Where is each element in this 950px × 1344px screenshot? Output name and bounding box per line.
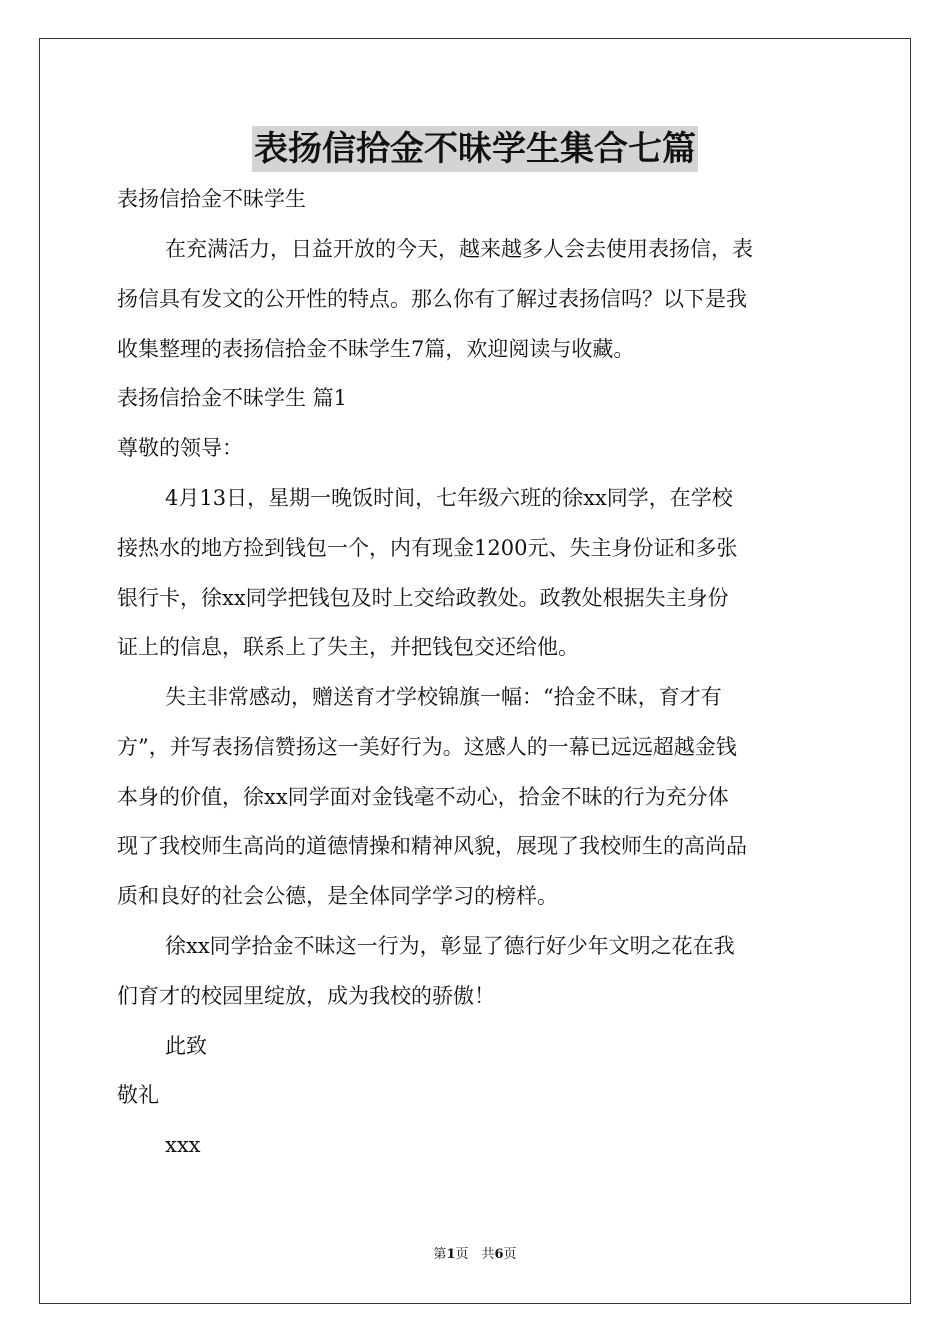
total-pages-number: 6 <box>494 1247 504 1262</box>
paragraph-line: 接热水的地方捡到钱包一个，内有现金1200元、失主身份证和多张 <box>117 536 738 560</box>
paragraph-line: 4月13日，星期一晚饭时间，七年级六班的徐xx同学，在学校 <box>165 486 733 510</box>
footer-prefix: 第 <box>433 1247 447 1262</box>
footer-mid: 页 共 <box>455 1247 495 1262</box>
footer-suffix: 页 <box>503 1247 517 1262</box>
paragraph-line: 扬信具有发文的公开性的特点。那么你有了解过表扬信吗？以下是我 <box>117 287 747 311</box>
paragraph-line: 失主非常感动，赠送育才学校锦旗一幅：“拾金不昧，育才有 <box>165 685 722 709</box>
salutation: 尊敬的领导： <box>117 436 243 460</box>
page-footer <box>0 1246 950 1264</box>
closing-line: 此致 <box>165 1034 207 1058</box>
page-border <box>39 38 911 1304</box>
paragraph-line: 徐xx同学拾金不昧这一行为，彰显了德行好少年文明之花在我 <box>165 934 735 958</box>
paragraph-line: 方”，并写表扬信赞扬这一美好行为。这感人的一幕已远远超越金钱 <box>117 735 737 759</box>
closing-regards: 敬礼 <box>117 1083 159 1107</box>
paragraph-line: 银行卡，徐xx同学把钱包及时上交给政教处。政教处根据失主身份 <box>117 586 729 610</box>
paragraph-line: 在充满活力，日益开放的今天，越来越多人会去使用表扬信，表 <box>165 237 753 261</box>
section-heading: 表扬信拾金不昧学生 篇1 <box>117 386 348 410</box>
paragraph-line: 们育才的校园里绽放，成为我校的骄傲！ <box>117 984 495 1008</box>
signature: xxx <box>165 1133 201 1157</box>
current-page-number: 1 <box>446 1247 456 1262</box>
title-container <box>0 126 950 172</box>
document-title: 表扬信拾金不昧学生集合七篇 <box>252 126 698 172</box>
paragraph-line: 收集整理的表扬信拾金不昧学生7篇，欢迎阅读与收藏。 <box>117 337 635 361</box>
paragraph-line: 质和良好的社会公德，是全体同学学习的榜样。 <box>117 884 558 908</box>
paragraph-line: 本身的价值，徐xx同学面对金钱毫不动心，拾金不昧的行为充分体 <box>117 785 729 809</box>
paragraph-line: 现了我校师生高尚的道德情操和精神风貌，展现了我校师生的高尚品 <box>117 834 747 858</box>
paragraph-line: 证上的信息，联系上了失主，并把钱包交还给他。 <box>117 635 579 659</box>
heading-line: 表扬信拾金不昧学生 <box>117 187 306 211</box>
